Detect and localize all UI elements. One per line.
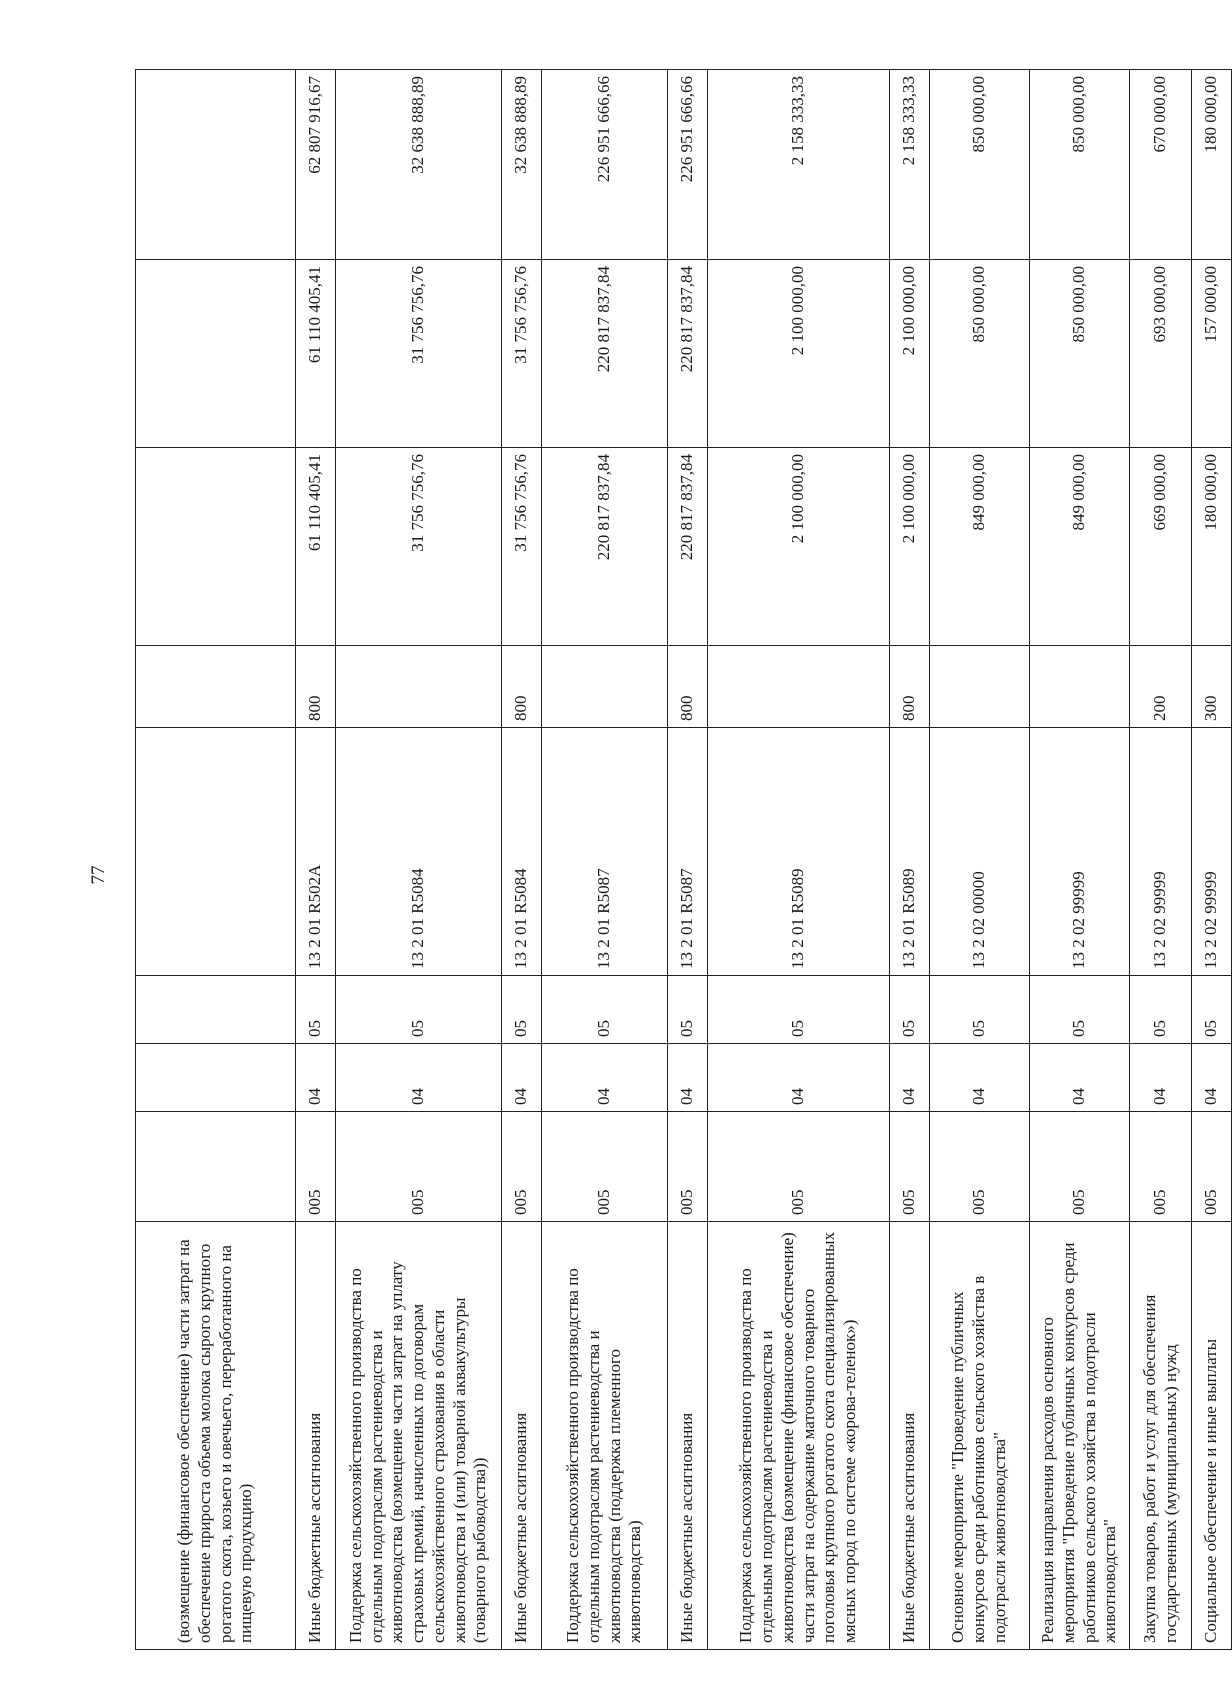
- row-name: Иные бюджетные ассигнования: [296, 1222, 336, 1650]
- target-article: [136, 728, 296, 976]
- amount-year-3: 2 158 333,33: [890, 70, 930, 260]
- ministry-code: 005: [296, 1112, 336, 1222]
- ministry-code: [136, 1112, 296, 1222]
- expense-kind: 300: [1192, 646, 1232, 728]
- row-name: Основное мероприятие "Проведение публичных конкурсов среди работников сельского хозяйства в подотрасли животноводства": [930, 1222, 1030, 1650]
- subsection-code: 05: [296, 976, 336, 1044]
- target-article: 13 2 01 R5084: [502, 728, 542, 976]
- amount-year-2: 2 100 000,00: [708, 260, 890, 448]
- row-name: Иные бюджетные ассигнования: [890, 1222, 930, 1650]
- table-row: [1130, 70, 1192, 1650]
- table-row: [1030, 70, 1130, 1650]
- ministry-code: 005: [542, 1112, 668, 1222]
- row-name: (возмещение (финансовое обеспечение) части затрат на обеспечение прироста объема молока сырого крупного рогатого скота, козьего и овечьего, переработанного на пищевую продукцию): [136, 1222, 296, 1650]
- amount-year-3: 850 000,00: [930, 70, 1030, 260]
- row-name: Иные бюджетные ассигнования: [668, 1222, 708, 1650]
- amount-year-1: 2 100 000,00: [890, 448, 930, 646]
- rotated-table-wrapper: [135, 70, 1221, 1650]
- subsection-code: 05: [930, 976, 1030, 1044]
- row-name: Поддержка сельскохозяйственного производства по отдельным подотраслям растениеводства и животноводства (возмещение (финансовое обеспечение) части затрат на содержание маточного товарного поголовья крупного рогатого скота специализированных мясных пород по системе «корова-теленок»): [708, 1222, 890, 1650]
- budget-table: [135, 69, 1232, 1650]
- section-code: 04: [542, 1044, 668, 1112]
- amount-year-3: 226 951 666,66: [542, 70, 668, 260]
- amount-year-3: 2 158 333,33: [708, 70, 890, 260]
- amount-year-2: 31 756 756,76: [336, 260, 502, 448]
- amount-year-1: 220 817 837,84: [542, 448, 668, 646]
- section-code: 04: [502, 1044, 542, 1112]
- subsection-code: 05: [890, 976, 930, 1044]
- expense-kind: [136, 646, 296, 728]
- section-code: 04: [1192, 1044, 1232, 1112]
- target-article: 13 2 01 R5087: [542, 728, 668, 976]
- target-article: 13 2 01 R502A: [296, 728, 336, 976]
- row-name: Реализация направления расходов основного мероприятия "Проведение публичных конкурсов среди работников сельского хозяйства в подотрасли животноводства": [1030, 1222, 1130, 1650]
- section-code: 04: [1130, 1044, 1192, 1112]
- ministry-code: 005: [930, 1112, 1030, 1222]
- target-article: 13 2 02 99999: [1030, 728, 1130, 976]
- table-body: [136, 70, 1232, 1650]
- amount-year-2: 157 000,00: [1192, 260, 1232, 448]
- section-code: 04: [890, 1044, 930, 1112]
- row-name: Поддержка сельскохозяйственного производства по отдельным подотраслям растениеводства и животноводства (возмещение части затрат на уплату страховых премий, начисленных по договорам сельскохозяйственного страхования в области животноводства и (или) товарной аквакультуры (товарного рыбоводства)): [336, 1222, 502, 1650]
- page-number: 77: [88, 865, 109, 885]
- ministry-code: 005: [890, 1112, 930, 1222]
- table-row: [542, 70, 668, 1650]
- subsection-code: 05: [336, 976, 502, 1044]
- amount-year-2: 850 000,00: [930, 260, 1030, 448]
- expense-kind: [930, 646, 1030, 728]
- table-row: [502, 70, 542, 1650]
- expense-kind: 800: [890, 646, 930, 728]
- subsection-code: 05: [1130, 976, 1192, 1044]
- row-name: Поддержка сельскохозяйственного производства по отдельным подотраслям растениеводства и животноводства (поддержка племенного животноводства): [542, 1222, 668, 1650]
- table-row: [296, 70, 336, 1650]
- amount-year-2: 31 756 756,76: [502, 260, 542, 448]
- table-row: [668, 70, 708, 1650]
- ministry-code: 005: [336, 1112, 502, 1222]
- landscape-page: [135, 70, 1221, 1650]
- amount-year-1: 180 000,00: [1192, 448, 1232, 646]
- ministry-code: 005: [1030, 1112, 1130, 1222]
- target-article: 13 2 02 00000: [930, 728, 1030, 976]
- expense-kind: [1030, 646, 1130, 728]
- ministry-code: 005: [708, 1112, 890, 1222]
- target-article: 13 2 01 R5089: [708, 728, 890, 976]
- section-code: 04: [708, 1044, 890, 1112]
- amount-year-3: 32 638 888,89: [336, 70, 502, 260]
- amount-year-1: 220 817 837,84: [668, 448, 708, 646]
- expense-kind: [542, 646, 668, 728]
- table-row: [890, 70, 930, 1650]
- amount-year-3: [136, 70, 296, 260]
- subsection-code: 05: [1030, 976, 1130, 1044]
- section-code: 04: [336, 1044, 502, 1112]
- subsection-code: 05: [668, 976, 708, 1044]
- section-code: 04: [296, 1044, 336, 1112]
- amount-year-1: 31 756 756,76: [336, 448, 502, 646]
- subsection-code: [136, 976, 296, 1044]
- subsection-code: 05: [708, 976, 890, 1044]
- target-article: 13 2 01 R5089: [890, 728, 930, 976]
- row-name: Социальное обеспечение и иные выплаты: [1192, 1222, 1232, 1650]
- amount-year-2: [136, 260, 296, 448]
- amount-year-1: [136, 448, 296, 646]
- target-article: 13 2 02 99999: [1192, 728, 1232, 976]
- expense-kind: 800: [668, 646, 708, 728]
- amount-year-1: 849 000,00: [930, 448, 1030, 646]
- amount-year-3: 670 000,00: [1130, 70, 1192, 260]
- amount-year-1: 849 000,00: [1030, 448, 1130, 646]
- ministry-code: 005: [502, 1112, 542, 1222]
- amount-year-2: 220 817 837,84: [542, 260, 668, 448]
- amount-year-2: 693 000,00: [1130, 260, 1192, 448]
- expense-kind: [708, 646, 890, 728]
- amount-year-1: 2 100 000,00: [708, 448, 890, 646]
- target-article: 13 2 01 R5084: [336, 728, 502, 976]
- section-code: 04: [930, 1044, 1030, 1112]
- table-row: [136, 70, 296, 1650]
- section-code: [136, 1044, 296, 1112]
- table-row: [930, 70, 1030, 1650]
- row-name: Иные бюджетные ассигнования: [502, 1222, 542, 1650]
- table-row: [1192, 70, 1232, 1650]
- amount-year-1: 31 756 756,76: [502, 448, 542, 646]
- amount-year-2: 2 100 000,00: [890, 260, 930, 448]
- table-row: [336, 70, 502, 1650]
- amount-year-1: 61 110 405,41: [296, 448, 336, 646]
- ministry-code: 005: [1130, 1112, 1192, 1222]
- amount-year-3: 850 000,00: [1030, 70, 1130, 260]
- expense-kind: 800: [296, 646, 336, 728]
- amount-year-3: 180 000,00: [1192, 70, 1232, 260]
- target-article: 13 2 01 R5087: [668, 728, 708, 976]
- target-article: 13 2 02 99999: [1130, 728, 1192, 976]
- expense-kind: [336, 646, 502, 728]
- expense-kind: 800: [502, 646, 542, 728]
- section-code: 04: [668, 1044, 708, 1112]
- amount-year-2: 61 110 405,41: [296, 260, 336, 448]
- subsection-code: 05: [1192, 976, 1232, 1044]
- section-code: 04: [1030, 1044, 1130, 1112]
- subsection-code: 05: [542, 976, 668, 1044]
- expense-kind: 200: [1130, 646, 1192, 728]
- amount-year-2: 850 000,00: [1030, 260, 1130, 448]
- ministry-code: 005: [668, 1112, 708, 1222]
- row-name: Закупка товаров, работ и услуг для обеспечения государственных (муниципальных) нужд: [1130, 1222, 1192, 1650]
- table-row: [708, 70, 890, 1650]
- amount-year-3: 62 807 916,67: [296, 70, 336, 260]
- amount-year-3: 226 951 666,66: [668, 70, 708, 260]
- subsection-code: 05: [502, 976, 542, 1044]
- amount-year-3: 32 638 888,89: [502, 70, 542, 260]
- amount-year-1: 669 000,00: [1130, 448, 1192, 646]
- ministry-code: 005: [1192, 1112, 1232, 1222]
- amount-year-2: 220 817 837,84: [668, 260, 708, 448]
